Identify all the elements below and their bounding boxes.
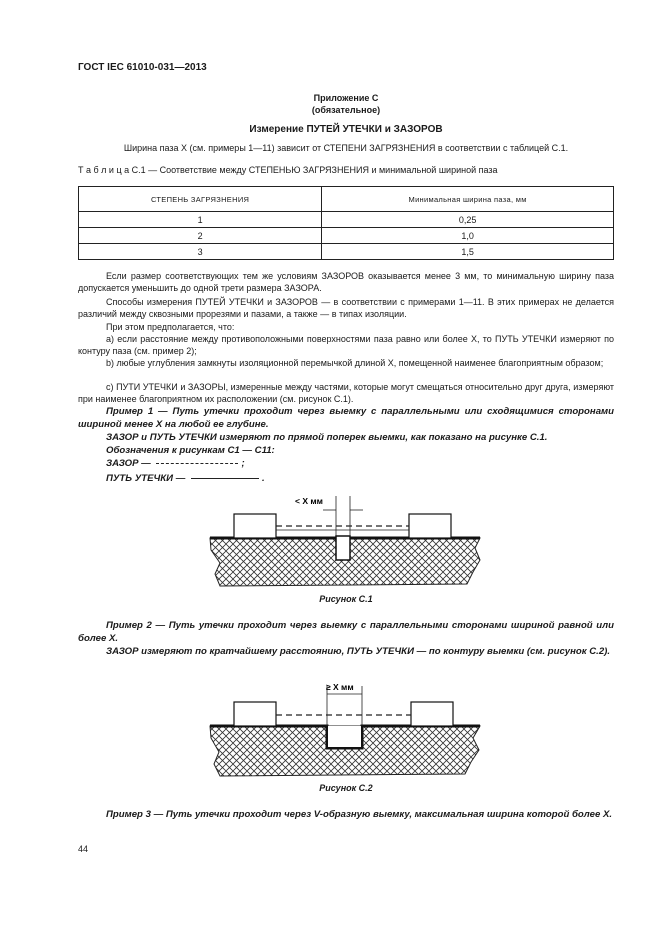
table-header-width: Минимальная ширина паза, мм [322, 187, 614, 212]
paragraph-4: а) если расстояние между противоположными поверхностями паза равно или более X, то ПУТЬ УТЕЧКИ измеряют по контуру паза (см. пример 2); [78, 334, 614, 356]
groove [328, 726, 361, 747]
example-1-text: Пример 1 — Путь утечки проходит через выемку с параллельными или сходящимися сторонами шириной менее X на любой ее глубине. [78, 406, 614, 430]
legend-gap [106, 457, 245, 470]
figure-c1 [205, 488, 485, 588]
pollution-table [78, 186, 614, 260]
figure-1-caption: Рисунок С.1 [319, 594, 373, 604]
appendix-title: Приложение С [313, 93, 379, 103]
paragraph-6: с) ПУТИ УТЕЧКИ и ЗАЗОРЫ, измеренные между частями, которые могут смещаться относительно друг друга, измеряют при наименее благоприятном их расположении (см. рисунок С.1). [78, 382, 614, 404]
appendix-status: (обязательное) [311, 105, 381, 115]
paragraph-3: При этом предполагается, что: [106, 322, 235, 332]
table-cell: 2 [79, 228, 322, 244]
left-conductor [234, 514, 276, 538]
example-2-text: Пример 2 — Путь утечки проходит через выемку с параллельными сторонами шириной равной или более X. [78, 620, 614, 644]
example-2-line2: ЗАЗОР измеряют по кратчайшему расстоянию, ПУТЬ УТЕЧКИ — по контуру выемки (см. рисунок С.2). [106, 646, 611, 657]
table-row [79, 212, 614, 228]
legend-title: Обозначения к рисункам С1 — С11: [106, 445, 275, 456]
intro-text: Ширина паза X (см. примеры 1—11) зависит от СТЕПЕНИ ЗАГРЯЗНЕНИЯ в соответствии с таблицей С.1. [123, 143, 569, 153]
page-number: 44 [78, 844, 89, 854]
table-cell: 1 [79, 212, 322, 228]
paragraph-5: b) любые углубления замкнуты изоляционной перемычкой длиной X, помещенной наименее благоприятным образом; [106, 358, 604, 368]
legend-path-label: ПУТЬ УТЕЧКИ — [106, 473, 186, 484]
table-cell: 0,25 [322, 212, 614, 228]
table-cell: 1,0 [322, 228, 614, 244]
table-cell: 1,5 [322, 244, 614, 260]
paragraph-2: Способы измерения ПУТЕЙ УТЕЧКИ и ЗАЗОРОВ — в соответствии с примерами 1—11. В этих примерах не делается различий между сквозными прорезями и пазами, а также — в типах изоляции. [78, 297, 614, 319]
table-row [79, 228, 614, 244]
right-conductor [411, 702, 453, 726]
example-3-text: Пример 3 — Путь утечки проходит через V-образную выемку, максимальная ширина которой более X. [106, 809, 613, 820]
groove [336, 536, 350, 560]
legend-gap-end: ; [241, 458, 245, 469]
path-line-sample [191, 478, 259, 479]
table-row [79, 244, 614, 260]
figure-2-caption: Рисунок С.2 [319, 783, 373, 793]
legend-path-end: . [262, 473, 265, 484]
figure-1-label: < X мм [295, 496, 323, 506]
appendix-heading: Измерение ПУТЕЙ УТЕЧКИ и ЗАЗОРОВ [249, 124, 443, 135]
figure-c2 [205, 680, 485, 780]
table-header-degree: СТЕПЕНЬ ЗАГРЯЗНЕНИЯ [79, 187, 322, 212]
gap-line-sample [156, 463, 238, 464]
legend-gap-label: ЗАЗОР — [106, 458, 151, 469]
right-conductor [409, 514, 451, 538]
document-header: ГОСТ IEC 61010-031—2013 [78, 62, 207, 73]
legend-path [106, 472, 265, 485]
figure-2-label: ≥ X мм [326, 682, 354, 692]
left-conductor [234, 702, 276, 726]
table-caption: Т а б л и ц а С.1 — Соответствие между СТЕПЕНЬЮ ЗАГРЯЗНЕНИЯ и минимальной шириной паза [78, 165, 498, 175]
paragraph-1: Если размер соответствующих тем же условиям ЗАЗОРОВ оказывается менее 3 мм, то минимальную ширину паза допускается уменьшить до одной трети размера ЗАЗОРА. [78, 271, 614, 293]
example-1-line2: ЗАЗОР и ПУТЬ УТЕЧКИ измеряют по прямой поперек выемки, как показано на рисунке С.1. [106, 432, 548, 443]
table-cell: 3 [79, 244, 322, 260]
